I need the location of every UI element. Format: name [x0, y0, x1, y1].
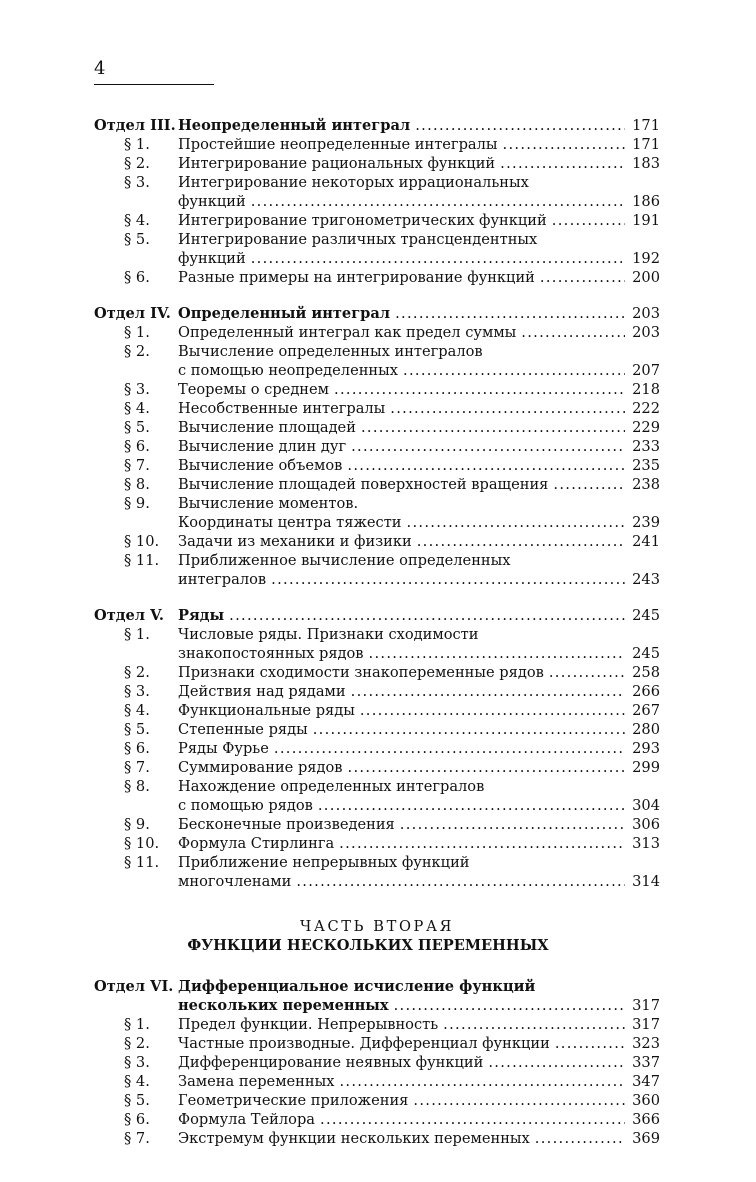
- dot-leader: [318, 796, 625, 815]
- entry-title-line: [178, 304, 660, 323]
- entry-title-line: [178, 1110, 660, 1129]
- entry-title-line: [178, 399, 660, 418]
- toc-entry[interactable]: [94, 532, 660, 551]
- spacer: [94, 287, 660, 304]
- entry-page: 183: [632, 155, 660, 172]
- dot-leader: [395, 304, 625, 323]
- entry-page: 267: [632, 702, 660, 719]
- dot-leader: [535, 1129, 625, 1148]
- entry-title: с помощью рядов: [178, 797, 313, 814]
- entry-title: Ряды Фурье: [178, 740, 269, 757]
- toc-entry[interactable]: [94, 211, 660, 230]
- part-label: Отдел III.: [94, 117, 176, 134]
- section-number: § 8.: [124, 778, 150, 795]
- toc-entry[interactable]: [94, 494, 660, 513]
- entry-title: Ряды: [178, 607, 225, 624]
- dot-leader: [339, 1072, 625, 1091]
- entry-title-line: [178, 192, 660, 211]
- toc-entry[interactable]: [94, 758, 660, 777]
- toc-entry[interactable]: [94, 173, 660, 192]
- entry-title-line: [178, 342, 660, 361]
- entry-page: 299: [632, 759, 660, 776]
- dot-leader: [415, 116, 625, 135]
- entry-page: 317: [632, 1016, 660, 1033]
- section-number: § 9.: [124, 816, 150, 833]
- entry-page: 222: [632, 400, 660, 417]
- entry-title-line: [178, 380, 660, 399]
- toc-entry[interactable]: [94, 268, 660, 287]
- entry-title: Задачи из механики и физики: [178, 533, 412, 550]
- dot-leader: [251, 192, 625, 211]
- entry-title: функций: [178, 193, 246, 210]
- dot-leader: [540, 268, 625, 287]
- entry-page: 266: [632, 683, 660, 700]
- entry-title: функций: [178, 250, 246, 267]
- page-number: 4: [94, 58, 106, 79]
- entry-page: 200: [632, 269, 660, 286]
- part-two-subheading: ФУНКЦИИ НЕСКОЛЬКИХ ПЕРЕМЕННЫХ: [187, 937, 549, 954]
- section-number: § 10.: [124, 533, 160, 550]
- entry-title-line: [178, 361, 660, 380]
- entry-title-line: [178, 663, 660, 682]
- entry-title-line: [178, 777, 660, 796]
- dot-leader: [390, 399, 625, 418]
- toc-entry[interactable]: [94, 399, 660, 418]
- entry-title-line: [178, 644, 660, 663]
- toc-entry[interactable]: [94, 796, 660, 815]
- entry-page: 207: [632, 362, 660, 379]
- section-number: § 2.: [124, 664, 150, 681]
- dot-leader: [500, 154, 625, 173]
- entry-title-line: [178, 739, 660, 758]
- toc-entry[interactable]: [94, 815, 660, 834]
- toc-entry[interactable]: [94, 192, 660, 211]
- entry-page: 245: [632, 645, 660, 662]
- entry-title: Дифференциальное исчисление функций: [178, 978, 536, 995]
- entry-title: Определенный интеграл: [178, 305, 391, 322]
- section-number: § 5.: [124, 231, 150, 248]
- dot-leader: [417, 532, 625, 551]
- toc-entry[interactable]: [94, 513, 660, 532]
- section-number: § 2.: [124, 343, 150, 360]
- entry-page: 229: [632, 419, 660, 436]
- section-number: § 6.: [124, 269, 150, 286]
- entry-page: 171: [632, 117, 660, 134]
- entry-title-line: [178, 456, 660, 475]
- entry-page: 235: [632, 457, 660, 474]
- dot-leader: [488, 1053, 625, 1072]
- toc-entry[interactable]: [94, 1015, 660, 1034]
- entry-title: Формула Стирлинга: [178, 835, 335, 852]
- entry-title: Суммирование рядов: [178, 759, 343, 776]
- entry-title-line: [178, 1034, 660, 1053]
- toc-entry[interactable]: [94, 361, 660, 380]
- entry-title: Приближение непрерывных функций: [178, 854, 470, 871]
- entry-title: Вычисление объемов: [178, 457, 343, 474]
- table-of-contents: [94, 116, 660, 1148]
- entry-title: Числовые ряды. Признаки сходимости: [178, 626, 479, 643]
- toc-entry[interactable]: [94, 418, 660, 437]
- entry-title-line: [178, 230, 660, 249]
- toc-entry[interactable]: [94, 249, 660, 268]
- entry-title-line: [178, 796, 660, 815]
- entry-page: 280: [632, 721, 660, 738]
- section-number: § 5.: [124, 1092, 150, 1109]
- dot-leader: [503, 135, 625, 154]
- part-label: Отдел VI.: [94, 978, 174, 995]
- toc-entry[interactable]: [94, 135, 660, 154]
- dot-leader: [251, 249, 625, 268]
- entry-title: Вычисление длин дуг: [178, 438, 347, 455]
- entry-title-line: [178, 625, 660, 644]
- entry-title: интегралов: [178, 571, 267, 588]
- dot-leader: [347, 456, 625, 475]
- dot-leader: [555, 1034, 625, 1053]
- entry-title: Вычисление моментов.: [178, 495, 359, 512]
- toc-entry[interactable]: [94, 834, 660, 853]
- entry-title: Интегрирование рациональных функций: [178, 155, 496, 172]
- entry-page: 293: [632, 740, 660, 757]
- entry-page: 245: [632, 607, 660, 624]
- entry-title-line: [178, 1091, 660, 1110]
- entry-title: Простейшие неопределенные интегралы: [178, 136, 498, 153]
- entry-page: 203: [632, 305, 660, 322]
- toc-entry[interactable]: [94, 570, 660, 589]
- section-number: § 1.: [124, 136, 150, 153]
- entry-page: 337: [632, 1054, 660, 1071]
- dot-leader: [334, 380, 625, 399]
- entry-page: 218: [632, 381, 660, 398]
- entry-title: Определенный интеграл как предел суммы: [178, 324, 517, 341]
- section-number: § 4.: [124, 212, 150, 229]
- entry-title-line: [178, 682, 660, 701]
- toc-entry[interactable]: [94, 154, 660, 173]
- dot-leader: [369, 644, 625, 663]
- part-entry[interactable]: [94, 996, 660, 1015]
- entry-title: Неопределенный интеграл: [178, 117, 411, 134]
- toc-entry[interactable]: [94, 323, 660, 342]
- entry-title-line: [178, 872, 660, 891]
- toc-entry[interactable]: [94, 230, 660, 249]
- header-rule: [94, 84, 214, 85]
- entry-title-line: [178, 1015, 660, 1034]
- entry-title: Координаты центра тяжести: [178, 514, 402, 531]
- entry-page: 243: [632, 571, 660, 588]
- entry-title: Степенные ряды: [178, 721, 308, 738]
- section-number: § 1.: [124, 1016, 150, 1033]
- section-number: § 2.: [124, 1035, 150, 1052]
- entry-page: 238: [632, 476, 660, 493]
- entry-title-line: [178, 977, 660, 996]
- entry-title: знакопостоянных рядов: [178, 645, 364, 662]
- section-number: § 11.: [124, 552, 160, 569]
- entry-title-line: [178, 834, 660, 853]
- entry-page: 317: [632, 997, 660, 1014]
- section-number: § 3.: [124, 381, 150, 398]
- dot-leader: [403, 361, 625, 380]
- dot-leader: [274, 739, 625, 758]
- entry-title-line: [178, 1072, 660, 1091]
- entry-title-line: [178, 154, 660, 173]
- section-number: § 3.: [124, 174, 150, 191]
- dot-leader: [360, 701, 625, 720]
- spacer: [94, 589, 660, 606]
- dot-leader: [320, 1110, 625, 1129]
- entry-page: 186: [632, 193, 660, 210]
- entry-title-line: [178, 268, 660, 287]
- toc-entry[interactable]: [94, 872, 660, 891]
- dot-leader: [549, 663, 625, 682]
- entry-page: 313: [632, 835, 660, 852]
- entry-page: 191: [632, 212, 660, 229]
- entry-title: Дифференцирование неявных функций: [178, 1054, 484, 1071]
- section-number: § 7.: [124, 759, 150, 776]
- dot-leader: [553, 475, 625, 494]
- section-number: § 6.: [124, 438, 150, 455]
- section-number: § 8.: [124, 476, 150, 493]
- entry-page: 171: [632, 136, 660, 153]
- toc-entry[interactable]: [94, 701, 660, 720]
- dot-leader: [339, 834, 625, 853]
- dot-leader: [552, 211, 625, 230]
- dot-leader: [413, 1091, 625, 1110]
- dot-leader: [271, 570, 625, 589]
- entry-title-line: [178, 211, 660, 230]
- section-number: § 4.: [124, 702, 150, 719]
- entry-title-line: [178, 494, 660, 513]
- entry-page: 360: [632, 1092, 660, 1109]
- entry-title-line: [178, 475, 660, 494]
- entry-title-line: [178, 720, 660, 739]
- toc-entry[interactable]: [94, 777, 660, 796]
- entry-title-line: [178, 249, 660, 268]
- entry-page: 306: [632, 816, 660, 833]
- entry-title-line: [178, 532, 660, 551]
- toc-entry[interactable]: [94, 342, 660, 361]
- toc-entry[interactable]: [94, 1072, 660, 1091]
- entry-title: Разные примеры на интегрирование функций: [178, 269, 535, 286]
- section-number: § 11.: [124, 854, 160, 871]
- entry-page: 304: [632, 797, 660, 814]
- entry-title: Экстремум функции нескольких переменных: [178, 1130, 530, 1147]
- entry-title-line: [178, 513, 660, 532]
- section-number: § 6.: [124, 740, 150, 757]
- section-number: § 6.: [124, 1111, 150, 1128]
- section-number: § 9.: [124, 495, 150, 512]
- toc-entry[interactable]: [94, 1053, 660, 1072]
- entry-title-line: [178, 116, 660, 135]
- dot-leader: [521, 323, 625, 342]
- entry-page: 323: [632, 1035, 660, 1052]
- entry-page: 369: [632, 1130, 660, 1147]
- dot-leader: [229, 606, 625, 625]
- toc-entry[interactable]: [94, 1091, 660, 1110]
- toc-entry[interactable]: [94, 1129, 660, 1148]
- entry-page: 314: [632, 873, 660, 890]
- part-entry[interactable]: [94, 977, 660, 996]
- toc-entry[interactable]: [94, 437, 660, 456]
- entry-title: Признаки сходимости знакопеременные рядов: [178, 664, 544, 681]
- toc-entry[interactable]: [94, 739, 660, 758]
- entry-page: 347: [632, 1073, 660, 1090]
- entry-title-line: [178, 551, 660, 570]
- part-label: Отдел V.: [94, 607, 164, 624]
- entry-title-line: [178, 1053, 660, 1072]
- dot-leader: [394, 996, 625, 1015]
- entry-title: Частные производные. Дифференциал функции: [178, 1035, 550, 1052]
- entry-title: Теоремы о среднем: [178, 381, 330, 398]
- dot-leader: [407, 513, 626, 532]
- section-number: § 10.: [124, 835, 160, 852]
- dot-leader: [296, 872, 625, 891]
- entry-title: с помощью неопределенных: [178, 362, 399, 379]
- entry-title: Предел функции. Непрерывность: [178, 1016, 439, 1033]
- section-number: § 1.: [124, 324, 150, 341]
- section-number: § 1.: [124, 626, 150, 643]
- section-number: § 3.: [124, 683, 150, 700]
- toc-entry[interactable]: [94, 456, 660, 475]
- section-number: § 5.: [124, 721, 150, 738]
- entry-title: Геометрические приложения: [178, 1092, 409, 1109]
- toc-entry[interactable]: [94, 853, 660, 872]
- section-number: § 3.: [124, 1054, 150, 1071]
- dot-leader: [443, 1015, 625, 1034]
- section-number: § 5.: [124, 419, 150, 436]
- entry-page: 203: [632, 324, 660, 341]
- entry-title-line: [178, 815, 660, 834]
- dot-leader: [351, 437, 625, 456]
- toc-entry[interactable]: [94, 720, 660, 739]
- entry-page: 366: [632, 1111, 660, 1128]
- toc-entry[interactable]: [94, 663, 660, 682]
- entry-title: Интегрирование различных трансцендентных: [178, 231, 538, 248]
- entry-title-line: [178, 996, 660, 1015]
- entry-title-line: [178, 853, 660, 872]
- toc-entry[interactable]: [94, 644, 660, 663]
- toc-entry[interactable]: [94, 1034, 660, 1053]
- entry-page: 239: [632, 514, 660, 531]
- toc-entry[interactable]: [94, 475, 660, 494]
- entry-title: Замена переменных: [178, 1073, 335, 1090]
- entry-title-line: [178, 758, 660, 777]
- toc-entry[interactable]: [94, 625, 660, 644]
- entry-title: Вычисление определенных интегралов: [178, 343, 483, 360]
- part-entry[interactable]: [94, 304, 660, 323]
- part-label: Отдел IV.: [94, 305, 171, 322]
- dot-leader: [313, 720, 625, 739]
- entry-title: Приближенное вычисление определенных: [178, 552, 511, 569]
- entry-title: нескольких переменных: [178, 997, 389, 1014]
- entry-title-line: [178, 323, 660, 342]
- entry-title: Бесконечные произведения: [178, 816, 395, 833]
- part-entry[interactable]: [94, 116, 660, 135]
- entry-title: Интегрирование некоторых иррациональных: [178, 174, 529, 191]
- entry-title: Вычисление площадей поверхностей вращения: [178, 476, 549, 493]
- toc-entry[interactable]: [94, 1110, 660, 1129]
- entry-title: Вычисление площадей: [178, 419, 356, 436]
- section-number: § 4.: [124, 400, 150, 417]
- entry-page: 192: [632, 250, 660, 267]
- dot-leader: [400, 815, 625, 834]
- entry-title: Интегрирование тригонометрических функций: [178, 212, 547, 229]
- dot-leader: [361, 418, 625, 437]
- section-number: § 7.: [124, 457, 150, 474]
- entry-title: Формула Тейлора: [178, 1111, 315, 1128]
- entry-title-line: [178, 418, 660, 437]
- spacer: [94, 891, 660, 917]
- section-number: § 7.: [124, 1130, 150, 1147]
- dot-leader: [348, 758, 626, 777]
- entry-page: 233: [632, 438, 660, 455]
- entry-title-line: [178, 1129, 660, 1148]
- entry-title-line: [178, 570, 660, 589]
- part-entry[interactable]: [94, 606, 660, 625]
- toc-entry[interactable]: [94, 380, 660, 399]
- dot-leader: [351, 682, 625, 701]
- entry-title: многочленами: [178, 873, 292, 890]
- section-number: § 4.: [124, 1073, 150, 1090]
- entry-title-line: [178, 173, 660, 192]
- entry-title-line: [178, 701, 660, 720]
- entry-title-line: [178, 135, 660, 154]
- entry-title: Действия над рядами: [178, 683, 346, 700]
- entry-page: 241: [632, 533, 660, 550]
- toc-entry[interactable]: [94, 551, 660, 570]
- entry-title: Несобственные интегралы: [178, 400, 386, 417]
- section-number: § 2.: [124, 155, 150, 172]
- entry-title: Функциональные ряды: [178, 702, 355, 719]
- part-two-heading: ЧАСТЬ ВТОРАЯ: [300, 918, 454, 935]
- toc-entry[interactable]: [94, 682, 660, 701]
- entry-title: Нахождение определенных интегралов: [178, 778, 485, 795]
- spacer: [94, 955, 660, 977]
- entry-title-line: [178, 606, 660, 625]
- entry-page: 258: [632, 664, 660, 681]
- entry-title-line: [178, 437, 660, 456]
